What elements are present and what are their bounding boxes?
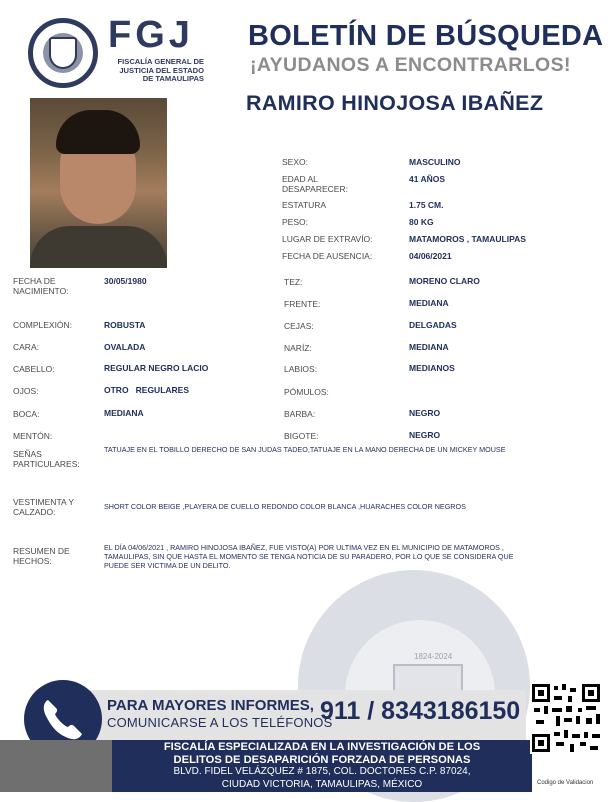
hair-value: REGULAR NEGRO LACIO (104, 363, 209, 373)
place-value: MATAMOROS , TAMAULIPAS (409, 234, 526, 244)
skin-label: TEZ: (284, 277, 303, 287)
footer-gray-band (0, 740, 112, 792)
person-photo (30, 98, 167, 268)
birth-date-label: FECHA DE NACIMIENTO: (13, 276, 69, 296)
mouth-value: MEDIANA (104, 408, 144, 418)
clothing-label: VESTIMENTA Y CALZADO: (13, 497, 74, 517)
contact-heading: PARA MAYORES INFORMES, (107, 697, 314, 714)
eyes-value: OTRO REGULARES (104, 385, 190, 395)
absence-date-value: 04/06/2021 (409, 251, 452, 261)
weight-value: 80 KG (409, 217, 434, 227)
nose-value: MEDIANA (409, 342, 449, 352)
lips-label: LABIOS: (284, 364, 318, 374)
weight-label: PESO: (282, 217, 308, 227)
nose-label: NARÍZ: (284, 343, 312, 353)
marks-label: SEÑAS PARTICULARES: (13, 449, 80, 469)
watermark-years: 1824-2024 (414, 652, 453, 661)
sex-label: SEXO: (282, 157, 308, 167)
birth-date-value: 30/05/1980 (104, 276, 147, 286)
mustache-value: NEGRO (409, 430, 441, 440)
summary-text: EL DÍA 04/06/2021 , RAMIRO HINOJOSA IBAÑEZ, FUE VISTO(A) POR ULTIMA VEZ EN EL MUNICIPIO DE MATAMOROS , TAMAULIPAS, SIN QUE HASTA EL MOMENTO SE TENGA NOTICIA DE SU PARADERO, POR LO QUE SE CONSIDERA QUE PUEDE SER VICTIMA DE UN DELITO. (104, 543, 514, 570)
skin-value: MORENO CLARO (409, 276, 480, 286)
eyebrows-value: DELGADAS (409, 320, 457, 330)
beard-label: BARBA: (284, 409, 316, 419)
forehead-label: FRENTE: (284, 299, 321, 309)
complexion-value: ROBUSTA (104, 320, 146, 330)
complexion-label: COMPLEXIÓN: (13, 320, 73, 330)
qr-code (530, 682, 602, 754)
footer-text: FISCALÍA ESPECIALIZADA EN LA INVESTIGACIÓN DE LOS DELITOS DE DESAPARICIÓN FORZADA DE PERSONAS BLVD. FIDEL VELÁZQUEZ # 1875, COL. DOCTORES C.P. 87024, CIUDAD VICTORIA, TAMAULIPAS, MÉXICO (163, 741, 481, 790)
eyes-label: OJOS: (13, 386, 39, 396)
marks-value: TATUAJE EN EL TOBILLO DERECHO DE SAN JUDAS TADEO,TATUAJE EN LA MANO DERECHA DE UN MICKEY MOUSE (104, 445, 506, 454)
face-value: OVALADA (104, 342, 146, 352)
place-label: LUGAR DE EXTRAVÍO: (282, 234, 373, 244)
bulletin-subtitle: ¡AYUDANOS A ENCONTRARLOS! (250, 54, 571, 76)
absence-date-label: FECHA DE AUSENCIA: (282, 251, 373, 261)
fgj-seal-logo (28, 18, 98, 88)
qr-caption: Codigo de Validacion (537, 780, 594, 786)
eyebrows-label: CEJAS: (284, 321, 314, 331)
sex-value: MASCULINO (409, 157, 461, 167)
cheekbones-label: PÓMULOS: (284, 387, 329, 397)
chin-label: MENTÓN: (13, 431, 53, 441)
mustache-label: BIGOTE: (284, 431, 319, 441)
forehead-value: MEDIANA (409, 298, 449, 308)
clothing-value: SHORT COLOR BEIGE ,PLAYERA DE CUELLO REDONDO COLOR BLANCA ,HUARACHES COLOR NEGROS (104, 502, 466, 511)
hair-label: CABELLO: (13, 364, 55, 374)
fgj-logo-subtitle: FISCALÍA GENERAL DE JUSTICIA DEL ESTADO DE TAMAULIPAS (117, 57, 204, 84)
height-label: ESTATURA (282, 200, 327, 210)
face-label: CARA: (13, 342, 39, 352)
age-label: EDAD AL DESAPARECER: (282, 174, 348, 194)
mouth-label: BOCA: (13, 409, 40, 419)
contact-subheading: COMUNICARSE A LOS TELÉFONOS (107, 715, 333, 730)
age-value: 41 AÑOS (409, 174, 446, 184)
height-value: 1.75 CM. (409, 200, 444, 210)
contact-phone: 911 / 8343186150 (320, 697, 521, 725)
lips-value: MEDIANOS (409, 363, 455, 373)
person-name: RAMIRO HINOJOSA IBAÑEZ (246, 91, 544, 115)
beard-value: NEGRO (409, 408, 441, 418)
bulletin-title: BOLETÍN DE BÚSQUEDA (248, 20, 604, 52)
summary-label: RESUMEN DE HECHOS: (13, 546, 70, 566)
fgj-logo-text: FGJ (108, 14, 194, 56)
